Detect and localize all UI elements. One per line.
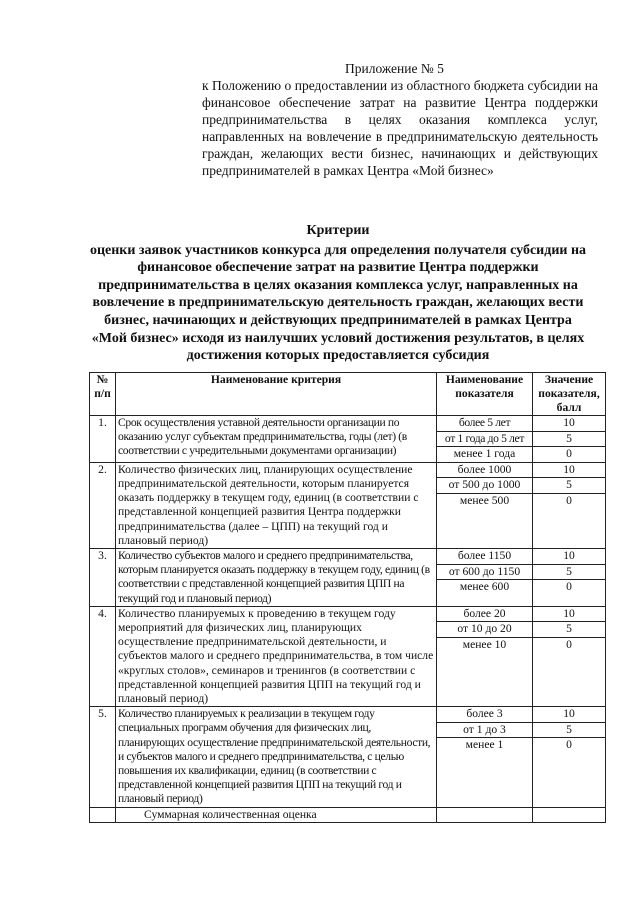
table-row xyxy=(90,606,606,706)
value-item: 0 xyxy=(566,580,572,594)
value-item: 5 xyxy=(533,565,605,581)
table-header-row xyxy=(90,373,606,416)
total-label: Суммарная количественная оценка xyxy=(116,807,437,822)
criterion-name: Количество планируемых к проведению в текущем году мероприятий для физических лиц, планирующих осуществление предпринимательской деятельности, и субъектов малого и среднего предпринимательства, в том числе «круглых столов», семинаров и тренингов (в соответствии с представленной концепцией развития ЦПП на текущий год и плановый период) xyxy=(116,606,437,706)
indicator-item: от 600 до 1150 xyxy=(437,565,532,581)
indicator-cell xyxy=(437,606,533,706)
value-item: 5 xyxy=(533,432,605,448)
indicator-item: менее 10 xyxy=(462,638,507,651)
criteria-table xyxy=(89,372,606,823)
header-indicator: Наименование показателя xyxy=(437,373,533,416)
value-item: 5 xyxy=(533,622,605,638)
indicator-item: более 3 xyxy=(437,707,532,723)
value-item: 10 xyxy=(533,463,605,479)
value-item: 5 xyxy=(533,478,605,494)
value-cell xyxy=(533,549,606,607)
appendix-text: к Положению о предоставлении из областного бюджета субсидии на финансовое обеспечение затрат на развитие Центра поддержки предпринимательства в целях оказания комплекса услуг, направленных на вовлечение в предпринимательскую деятельность граждан, желающих вести бизнес, начинающих и действующих предпринимателей в рамках Центра «Мой бизнес» xyxy=(202,78,598,178)
indicator-cell xyxy=(437,462,533,548)
appendix-block xyxy=(202,60,598,179)
criteria-subtitle: оценки заявок участников конкурса для определения получателя субсидии на финансовое обеспечение затрат на развитие Центра поддержки предпринимательства в целях оказания комплекса услуг, направленных на вовлечение в предпринимательскую деятельность граждан, желающих вести бизнес, начинающих и действующих предпринимателей в рамках Центра «Мой бизнес» исходя из наилучших условий достижения результатов, в целях достижения которых предоставляется субсидия xyxy=(89,242,587,364)
indicator-item: менее 1 года xyxy=(453,447,516,461)
value-cell xyxy=(533,707,606,807)
value-item: 0 xyxy=(566,447,572,461)
total-value-cell xyxy=(533,807,606,822)
indicator-item: от 500 до 1000 xyxy=(437,478,532,494)
total-no-cell xyxy=(90,807,116,822)
value-item: 0 xyxy=(566,493,572,507)
value-item: 10 xyxy=(533,416,605,432)
header-value: Значение показателя, балл xyxy=(533,373,606,416)
indicator-cell xyxy=(437,707,533,807)
value-item: 10 xyxy=(533,607,605,623)
header-name: Наименование критерия xyxy=(116,373,437,416)
indicator-item: более 5 лет xyxy=(437,416,532,432)
row-number: 5. xyxy=(90,707,116,807)
table-row xyxy=(90,549,606,607)
indicator-item: менее 600 xyxy=(459,580,510,594)
criterion-name: Количество планируемых к реализации в текущем году специальных программ обучения для физических лиц, планирующих осуществление предпринимательской деятельности, и субъектов малого и среднего предпринимательства, с целью повышения их квалификации, единиц (в соответствии с представленной концепцией развития ЦПП на текущий год и плановый период) xyxy=(116,707,437,807)
appendix-title: Приложение № 5 xyxy=(345,61,444,76)
indicator-item: более 20 xyxy=(437,607,532,623)
row-number: 3. xyxy=(90,549,116,607)
indicator-item: от 10 до 20 xyxy=(437,622,532,638)
row-number: 1. xyxy=(90,416,116,463)
value-item: 5 xyxy=(533,723,605,739)
criteria-heading xyxy=(88,222,588,365)
table-row xyxy=(90,462,606,548)
indicator-item: менее 500 xyxy=(459,493,510,507)
criterion-name: Количество субъектов малого и среднего предпринимательства, которым планируется оказать поддержку в текущем году, единиц (в соответствии с представленной концепцией развития ЦПП на текущий год и плановый период) xyxy=(116,549,437,607)
value-cell xyxy=(533,416,606,463)
value-cell xyxy=(533,462,606,548)
total-row xyxy=(90,807,606,822)
indicator-item: более 1000 xyxy=(437,463,532,479)
criterion-name: Количество физических лиц, планирующих осуществление предпринимательской деятельности, которым планируется оказать поддержку в текущем году, единиц (в соответствии с представленной концепцией развития Центра поддержки предпринимательства (далее – ЦПП) на текущий год и плановый период) xyxy=(116,462,437,548)
indicator-cell xyxy=(437,416,533,463)
value-item: 0 xyxy=(566,638,572,651)
indicator-item: от 1 до 3 xyxy=(437,723,532,739)
row-number: 4. xyxy=(90,606,116,706)
value-item: 10 xyxy=(533,707,605,723)
indicator-item: более 1150 xyxy=(437,549,532,565)
value-item: 0 xyxy=(566,738,572,752)
criteria-title: Критерии xyxy=(306,223,370,238)
indicator-cell xyxy=(437,549,533,607)
header-no: № п/п xyxy=(90,373,116,416)
table-row xyxy=(90,416,606,463)
total-indicator-cell xyxy=(437,807,533,822)
indicator-item: от 1 года до 5 лет xyxy=(437,432,532,448)
row-number: 2. xyxy=(90,462,116,548)
table-row xyxy=(90,707,606,807)
indicator-item: менее 1 xyxy=(465,738,504,752)
criterion-name: Срок осуществления уставной деятельности организации по оказанию услуг субъектам предпринимательства, годы (лет) (в соответствии с учредительными документами организации) xyxy=(116,416,437,463)
value-item: 10 xyxy=(533,549,605,565)
value-cell xyxy=(533,606,606,706)
